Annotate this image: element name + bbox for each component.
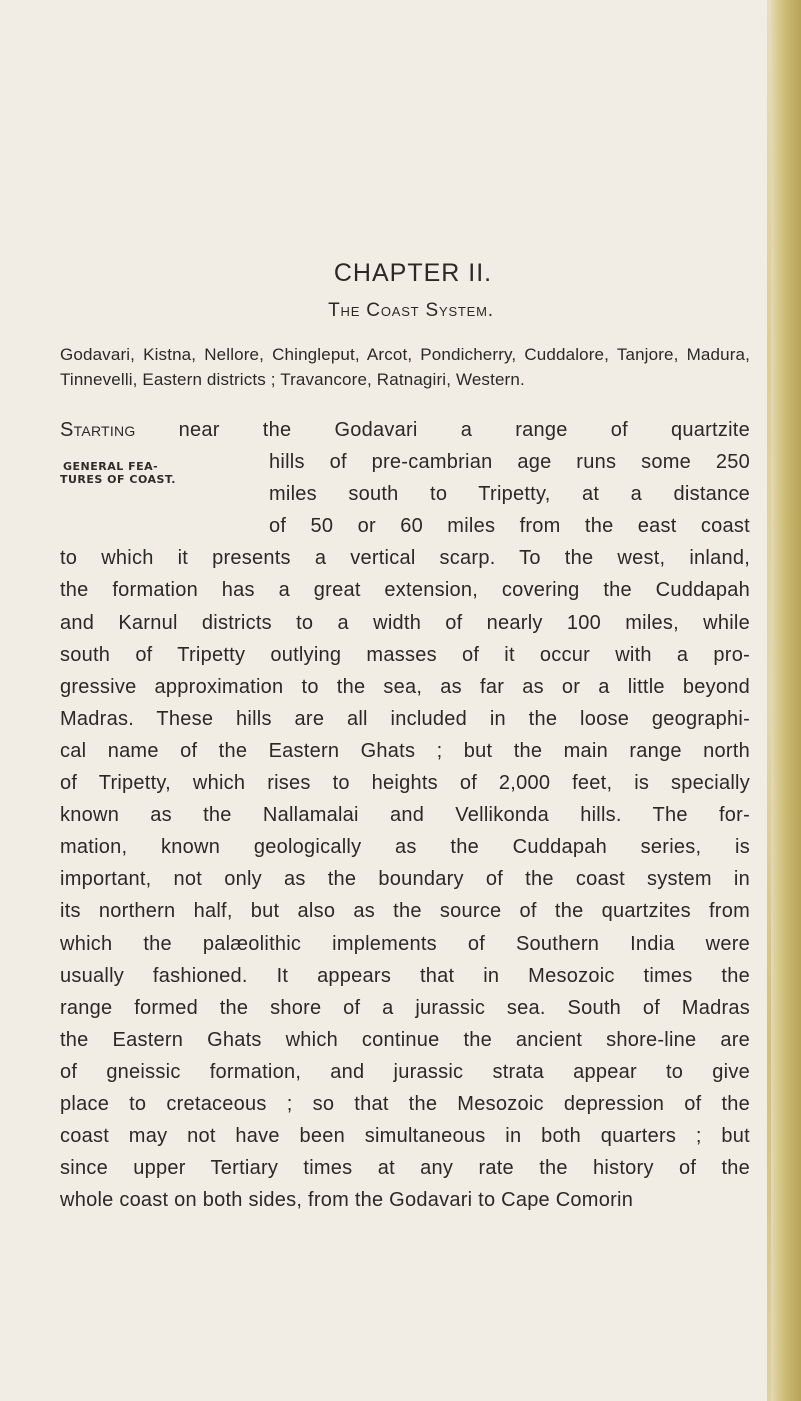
text-line: miles south to Tripetty, at a distance [269, 483, 750, 506]
text-line: which the palæolithic implements of Southern India were [60, 932, 750, 955]
body-text [60, 414, 750, 1216]
text-line: usually fashioned. It appears that in Mesozoic times the [60, 964, 750, 987]
marginal-note-line: TURES OF COAST. [60, 473, 176, 486]
text-line: of 50 or 60 miles from the east coast [269, 515, 750, 538]
text-line: hills of pre-cambrian age runs some 250 [269, 451, 750, 474]
text-line: to which it presents a vertical scarp. To the west, inland, [60, 547, 750, 570]
text-line: gressive approximation to the sea, as far as or a little beyond [60, 675, 750, 698]
text-line: south of Tripetty outlying masses of it occur with a pro- [60, 643, 750, 666]
chapter-title: CHAPTER II. [333, 259, 493, 287]
text-line: whole coast on both sides, from the Godavari to Cape Comorin [60, 1189, 634, 1212]
lead-word: Starting [60, 419, 136, 441]
text-line: Madras. These hills are all included in the loose geographi- [60, 707, 750, 730]
text-line: of Tripetty, which rises to heights of 2,000 feet, is specially [60, 772, 750, 795]
text-line: place to cretaceous ; so that the Mesozoic depression of the [60, 1092, 750, 1115]
section-title: The Coast System. [328, 300, 494, 321]
chapter-summary: Godavari, Kistna, Nellore, Chingleput, Arcot, Pondicherry, Cuddalore, Tanjore, Madura, Tinnevelli, Eastern districts ; Travancore, Ratnagiri, Western. [60, 345, 750, 389]
text-line: cal name of the Eastern Ghats ; but the main range north [60, 739, 750, 762]
text-line: since upper Tertiary times at any rate the history of the [60, 1157, 750, 1180]
text-line: known as the Nallamalai and Vellikonda hills. The for- [60, 804, 750, 827]
text-line: the Eastern Ghats which continue the ancient shore-line are [60, 1028, 750, 1051]
text-line: important, not only as the boundary of the coast system in [60, 868, 750, 891]
text-line: coast may not have been simultaneous in both quarters ; but [60, 1125, 750, 1148]
text-line: range formed the shore of a jurassic sea. South of Madras [60, 996, 750, 1019]
marginal-note-line: GENERAL FEA- [63, 460, 159, 473]
text-line: of gneissic formation, and jurassic strata appear to give [60, 1060, 750, 1083]
marginal-note [60, 460, 260, 486]
text-line: mation, known geologically as the Cuddapah series, is [60, 836, 750, 859]
page-content [60, 258, 750, 1216]
text-line: the formation has a great extension, covering the Cuddapah [60, 579, 750, 602]
page-edge [767, 0, 801, 1401]
text-line: and Karnul districts to a width of nearly 100 miles, while [60, 611, 750, 634]
first-line-rest: near the Godavari a range of quartzite [178, 419, 750, 441]
text-line [60, 414, 750, 446]
text-line: its northern half, but also as the source of the quartzites from [60, 900, 750, 923]
